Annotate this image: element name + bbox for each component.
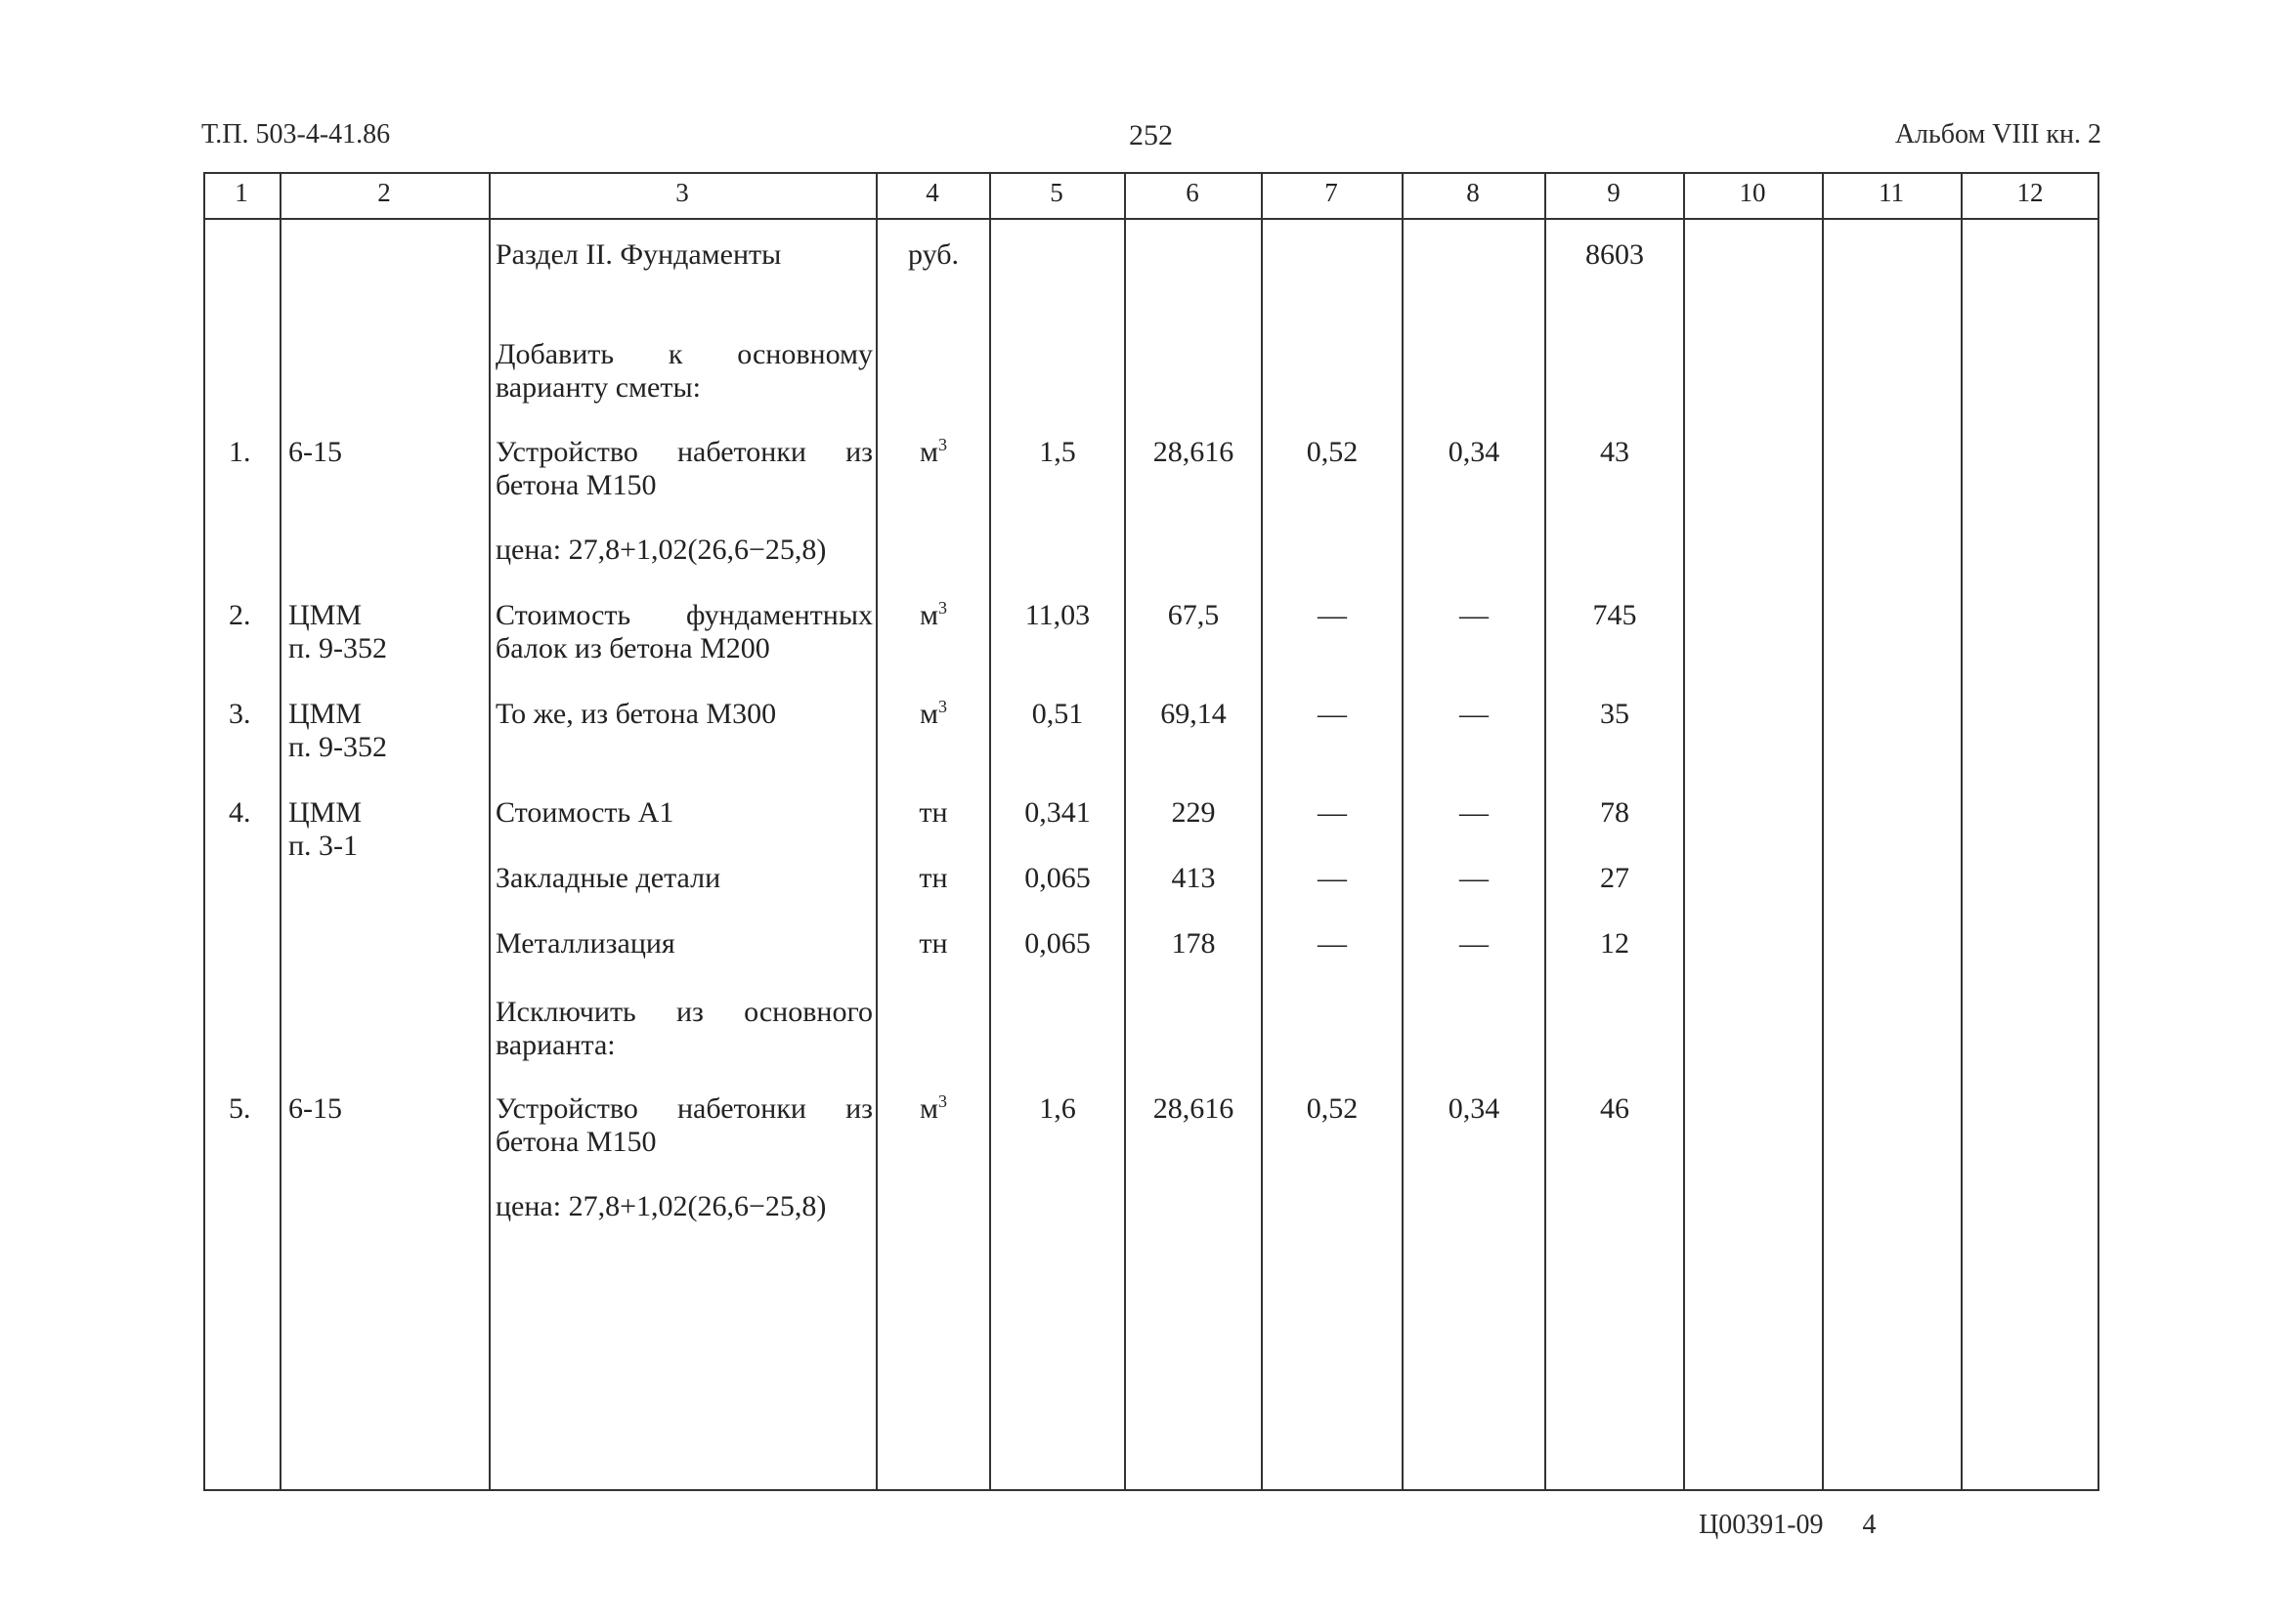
- column-header: 12: [2016, 178, 2044, 207]
- col-divider: [1124, 172, 1126, 1491]
- row-col8: 0,34: [1448, 1092, 1500, 1125]
- row-price: 178: [1171, 927, 1216, 960]
- album-label: Альбом VIII кн. 2: [1894, 119, 2101, 150]
- row-unit: $м^3$: [920, 1091, 947, 1125]
- col-divider: [489, 172, 491, 1491]
- row-number: 2.: [229, 599, 251, 631]
- column-header: 6: [1186, 178, 1199, 207]
- section-total: 8603: [1585, 238, 1644, 271]
- column-header: 7: [1324, 178, 1338, 207]
- row-col8: —: [1459, 796, 1489, 829]
- col-divider: [1961, 172, 1963, 1491]
- row-description: Металлизация: [496, 927, 675, 960]
- row-code-ref: п. 9-352: [288, 632, 388, 664]
- row-description: Устройство набетонки из бетона М150: [496, 1092, 873, 1158]
- section-title: Раздел II. Фундаменты: [496, 238, 782, 271]
- row-code: 6-15: [288, 1092, 342, 1125]
- row-col8: —: [1459, 927, 1489, 960]
- col-divider: [280, 172, 281, 1491]
- row-quantity: 11,03: [1024, 599, 1091, 631]
- row-col8: —: [1459, 862, 1489, 894]
- row-col7: —: [1318, 927, 1347, 960]
- row-unit: тн: [919, 862, 948, 894]
- row-col7: 0,52: [1306, 1092, 1359, 1125]
- row-description: Устройство набетонки из бетона М150: [496, 436, 873, 501]
- estimate-table: [203, 172, 2099, 1491]
- row-number: 5.: [229, 1092, 251, 1125]
- row-quantity: 0,51: [1031, 698, 1084, 730]
- row-number: 3.: [229, 698, 251, 730]
- row-price: 28,616: [1152, 1092, 1234, 1125]
- row-unit: $м^3$: [920, 435, 947, 468]
- row-unit: $м^3$: [920, 598, 947, 631]
- col-divider: [1544, 172, 1546, 1491]
- row-sum: 43: [1600, 436, 1629, 468]
- row-price: 229: [1171, 796, 1216, 829]
- row-col7: —: [1318, 698, 1347, 730]
- row-price: 67,5: [1167, 599, 1220, 631]
- row-description: Закладные детали: [496, 862, 721, 894]
- row-col8: —: [1459, 698, 1489, 730]
- row-quantity: 0,341: [1024, 796, 1091, 829]
- row-col8: 0,34: [1448, 436, 1500, 468]
- row-sum: 46: [1600, 1092, 1629, 1125]
- col-divider: [1822, 172, 1824, 1491]
- row-unit: тн: [919, 796, 948, 829]
- row-unit: $м^3$: [920, 697, 947, 730]
- row-sum: 35: [1600, 698, 1629, 730]
- exclude-heading: Исключить из основного варианта:: [496, 996, 873, 1061]
- row-description: То же, из бетона М300: [496, 698, 777, 730]
- column-header: 4: [926, 178, 939, 207]
- column-header: 3: [675, 178, 689, 207]
- row-code-ref: п. 3-1: [288, 830, 359, 862]
- col-divider: [989, 172, 991, 1491]
- row-code-ref: п. 9-352: [288, 731, 388, 763]
- row-price-note: цена: 27,8+1,02(26,6−25,8): [496, 534, 827, 566]
- row-price: 69,14: [1160, 698, 1227, 730]
- row-description: Стоимость фундаментных балок из бетона М200: [496, 599, 873, 664]
- row-description: Стоимость А1: [496, 796, 674, 829]
- row-quantity: 0,065: [1024, 927, 1091, 960]
- header-row-divider: [203, 218, 2099, 220]
- row-price: 28,616: [1152, 436, 1234, 468]
- col-divider: [1683, 172, 1685, 1491]
- column-header: 2: [377, 178, 391, 207]
- row-col7: 0,52: [1306, 436, 1359, 468]
- col-divider: [1261, 172, 1263, 1491]
- row-number: 4.: [229, 796, 251, 829]
- add-heading: Добавить к основному варианту сметы:: [496, 338, 873, 404]
- row-sum: 745: [1592, 599, 1637, 631]
- footer-sheet-number: 4: [1862, 1510, 1877, 1540]
- column-header: 10: [1739, 178, 1766, 207]
- row-col8: —: [1459, 599, 1489, 631]
- document-code: Т.П. 503-4-41.86: [201, 119, 391, 150]
- footer-code: [1699, 1510, 1877, 1541]
- row-price-note: цена: 27,8+1,02(26,6−25,8): [496, 1190, 827, 1222]
- row-price: 413: [1171, 862, 1216, 894]
- column-header: 8: [1466, 178, 1480, 207]
- row-code: 6-15: [288, 436, 342, 468]
- row-quantity: 0,065: [1024, 862, 1091, 894]
- row-col7: —: [1318, 862, 1347, 894]
- col-divider: [876, 172, 878, 1491]
- page-number: 252: [1129, 119, 1173, 151]
- row-quantity: 1,6: [1039, 1092, 1076, 1125]
- row-sum: 12: [1600, 927, 1629, 960]
- row-code: ЦММ: [288, 796, 363, 829]
- row-unit: тн: [919, 927, 948, 960]
- column-header: 5: [1050, 178, 1063, 207]
- row-col7: —: [1318, 796, 1347, 829]
- row-quantity: 1,5: [1039, 436, 1076, 468]
- col-divider: [1402, 172, 1404, 1491]
- row-col7: —: [1318, 599, 1347, 631]
- row-sum: 27: [1600, 862, 1629, 894]
- row-code: ЦММ: [288, 599, 363, 631]
- row-sum: 78: [1600, 796, 1629, 829]
- column-header: 9: [1607, 178, 1621, 207]
- footer-doc-code: Ц00391-09: [1699, 1510, 1824, 1540]
- row-code: ЦММ: [288, 698, 363, 730]
- section-unit: руб.: [908, 238, 959, 271]
- column-header: 11: [1879, 178, 1904, 207]
- column-header: 1: [235, 178, 248, 207]
- row-number: 1.: [229, 436, 251, 468]
